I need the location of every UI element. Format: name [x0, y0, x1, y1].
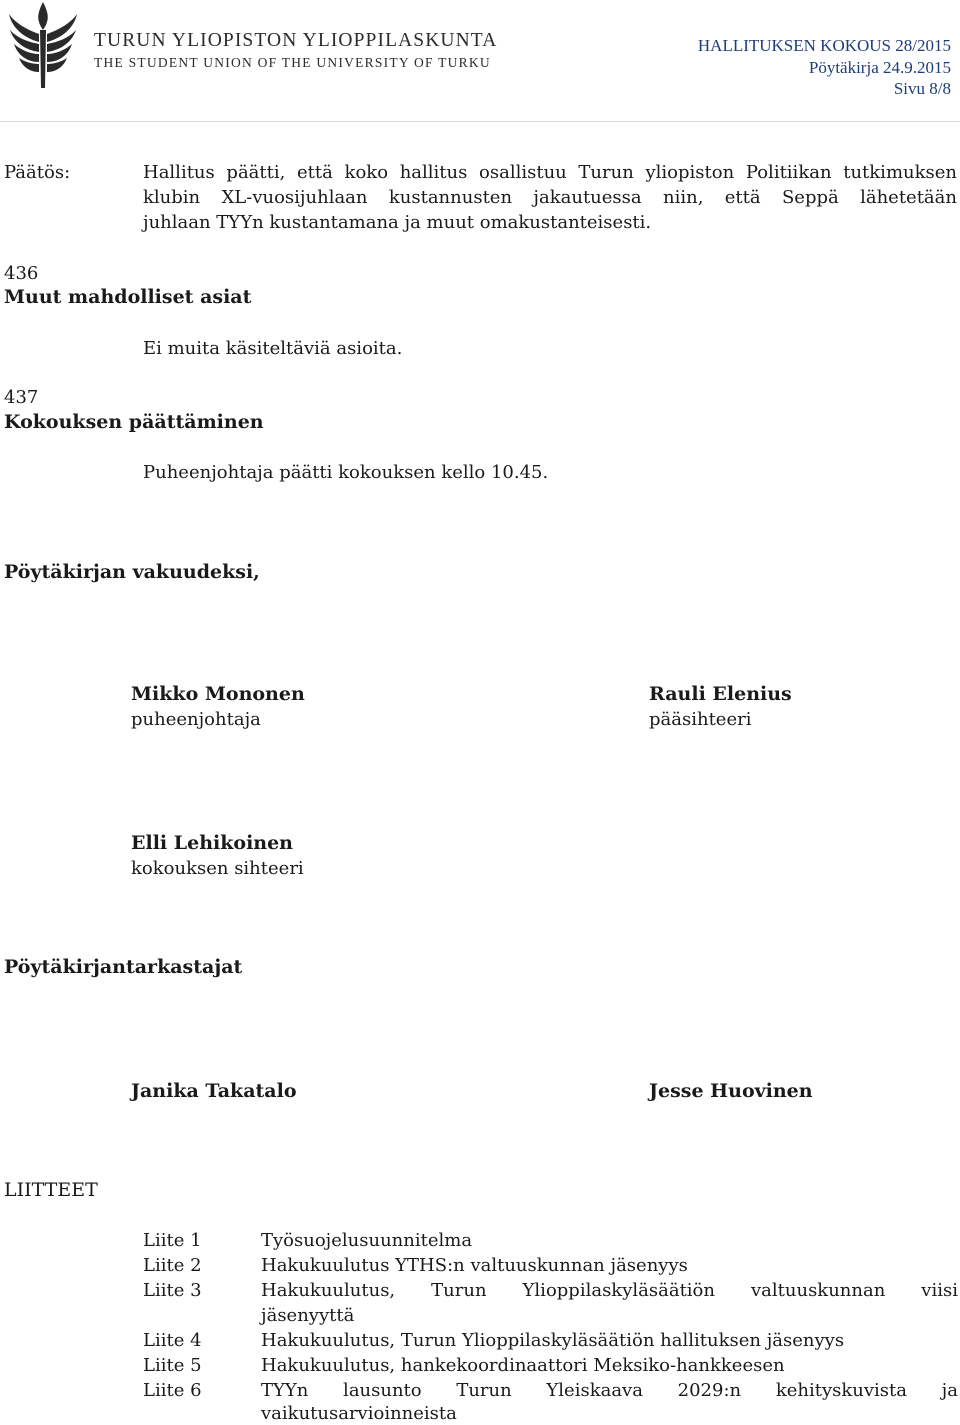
- meeting-title: HALLITUKSEN KOKOUS 28/2015: [697, 36, 951, 55]
- item-436-number: 436: [4, 263, 39, 284]
- secretary-role: kokouksen sihteeri: [131, 858, 304, 879]
- secgen-role: pääsihteeri: [649, 709, 752, 730]
- attachment-title: Hakukuulutus, Turun Ylioppilaskyläsäätiön hallituksen jäsenyys: [261, 1330, 845, 1351]
- decision-line: klubin XL-vuosijuhlaan kustannusten jakautuessa niin, että Seppä lähetetään: [143, 187, 957, 208]
- attachment-number: Liite 2: [143, 1255, 202, 1276]
- decision-line: Hallitus päätti, että koko hallitus osallistuu Turun yliopiston Politiikan tutkimuksen: [143, 162, 957, 183]
- attachment-title: [261, 1278, 958, 1328]
- attachment-title: Hakukuulutus, hankekoordinaattori Meksiko-hankkeesen: [261, 1355, 785, 1376]
- attachment-title: Työsuojelusuunnitelma: [261, 1230, 473, 1251]
- item-436-title: Muut mahdolliset asiat: [4, 286, 252, 308]
- attachment-title-line: jäsenyyttä: [261, 1305, 355, 1326]
- decision-label: Päätös:: [4, 162, 71, 183]
- item-436-text: Ei muita käsiteltäviä asioita.: [143, 338, 403, 359]
- org-name-fi: TURUN YLIOPISTON YLIOPPILASKUNTA: [94, 30, 498, 51]
- signatures-heading: Pöytäkirjan vakuudeksi,: [4, 561, 260, 583]
- attachment-item: [143, 1278, 958, 1328]
- checker-2-name: Jesse Huovinen: [649, 1080, 813, 1102]
- header-divider: [0, 121, 960, 122]
- decision-text: [143, 160, 957, 235]
- page-number: Sivu 8/8: [893, 79, 951, 98]
- attachment-item: [143, 1328, 958, 1353]
- attachment-title: [261, 1378, 958, 1425]
- attachments-heading: LIITTEET: [4, 1179, 98, 1201]
- item-437-text: Puheenjohtaja päätti kokouksen kello 10.45.: [143, 462, 549, 483]
- attachment-title-line: Hakukuulutus, Turun Ylioppilaskyläsäätiön valtuuskunnan viisi: [261, 1280, 958, 1301]
- attachment-item: [143, 1228, 958, 1253]
- attachment-item: [143, 1353, 958, 1378]
- attachment-title: Hakukuulutus YTHS:n valtuuskunnan jäsenyys: [261, 1255, 688, 1276]
- decision-line: juhlaan TYYn kustantamana ja muut omakustanteisesti.: [143, 212, 652, 233]
- minutes-date: Pöytäkirja 24.9.2015: [808, 58, 951, 77]
- attachment-number: Liite 3: [143, 1280, 202, 1301]
- attachment-title-line: vaikutusarvioinneista: [261, 1403, 457, 1424]
- chair-name: Mikko Mononen: [131, 683, 305, 705]
- org-name-en: THE STUDENT UNION OF THE UNIVERSITY OF TURKU: [94, 55, 491, 70]
- attachment-item: [143, 1253, 958, 1278]
- item-437-number: 437: [4, 387, 39, 408]
- attachment-number: Liite 4: [143, 1330, 202, 1351]
- attachment-title-line: TYYn lausunto Turun Yleiskaava 2029:n kehityskuvista ja: [261, 1380, 958, 1401]
- checker-1-name: Janika Takatalo: [131, 1080, 297, 1102]
- chair-role: puheenjohtaja: [131, 709, 261, 730]
- attachment-number: Liite 6: [143, 1380, 202, 1401]
- item-437-title: Kokouksen päättäminen: [4, 411, 264, 433]
- attachment-number: Liite 1: [143, 1230, 202, 1251]
- secgen-name: Rauli Elenius: [649, 683, 792, 705]
- attachment-item: [143, 1378, 958, 1425]
- attachment-number: Liite 5: [143, 1355, 202, 1376]
- torch-wings-logo-icon: [6, 0, 80, 92]
- secretary-name: Elli Lehikoinen: [131, 832, 294, 854]
- checkers-heading: Pöytäkirjantarkastajat: [4, 956, 243, 978]
